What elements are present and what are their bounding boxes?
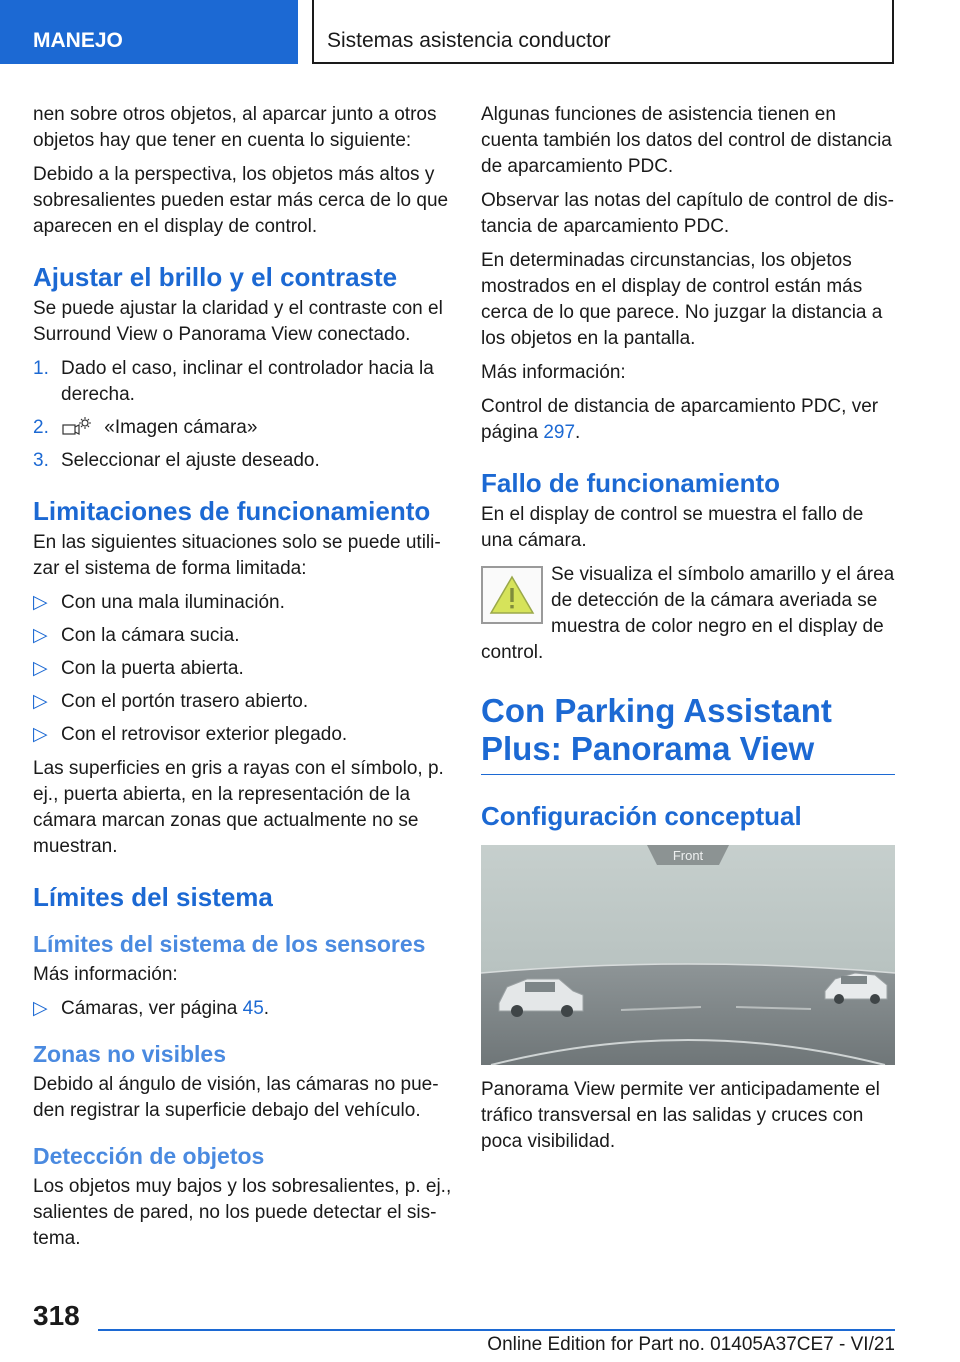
reference-text: Cámaras, ver página bbox=[61, 998, 243, 1019]
paragraph bbox=[481, 394, 895, 446]
footer-divider bbox=[98, 1329, 895, 1331]
front-label: Front bbox=[672, 848, 704, 863]
step-number: 2. bbox=[33, 417, 49, 438]
subheading-zonas: Zonas no visibles bbox=[33, 1041, 226, 1067]
list-item bbox=[33, 722, 453, 748]
punctuation: . bbox=[575, 422, 581, 443]
bullet-triangle-icon: ▷ bbox=[33, 691, 48, 712]
heading-brillo: Ajustar el brillo y el contraste bbox=[33, 262, 398, 292]
step-text: «Imagen cámara» bbox=[104, 417, 258, 438]
list-item bbox=[33, 623, 453, 649]
bullet-text: Con la puerta abierta. bbox=[61, 658, 244, 679]
list-item bbox=[33, 356, 453, 408]
paragraph: Panorama View permite ver anticipadamente el tráfico transversal en las salidas y cruces con poca visibilidad. bbox=[481, 1079, 880, 1152]
camera-settings-icon bbox=[61, 416, 93, 436]
bullet-text: Con una mala iluminación. bbox=[61, 592, 285, 613]
bullet-triangle-icon: ▷ bbox=[33, 592, 48, 613]
paragraph: En el display de control se muestra el fallo de una cámara. bbox=[481, 504, 864, 551]
bullet-triangle-icon: ▷ bbox=[33, 724, 48, 745]
paragraph: Debido al ángulo de visión, las cámaras no pue‐den registrar la superficie debajo del vehículo. bbox=[33, 1074, 439, 1121]
heading-limites: Límites del sistema bbox=[33, 882, 273, 912]
list-item bbox=[33, 656, 453, 682]
paragraph: Observar las notas del capítulo de control de dis‐tancia de aparcamiento PDC. bbox=[481, 190, 894, 237]
step-text: Seleccionar el ajuste deseado. bbox=[61, 450, 320, 471]
list-item bbox=[33, 996, 453, 1022]
paragraph: nen sobre otros objetos, al aparcar junto a otros objetos hay que tener en cuenta lo siguiente: bbox=[33, 104, 437, 151]
paragraph: Más información: bbox=[33, 964, 178, 985]
step-number: 1. bbox=[33, 358, 49, 379]
page-link-45[interactable]: 45 bbox=[242, 998, 264, 1019]
edition-text: Online Edition for Part no. 01405A37CE7 - VI/21 bbox=[487, 1334, 895, 1355]
paragraph: En determinadas circunstancias, los objetos mostrados en el display de control están más cerca de lo que parece. No juzgar la distancia a los objetos en la pantalla. bbox=[481, 250, 883, 349]
page-number: 318 bbox=[33, 1300, 80, 1331]
bullet-text: Con el portón trasero abierto. bbox=[61, 691, 309, 712]
chapter-title: Sistemas asistencia conductor bbox=[327, 29, 611, 52]
subheading-sensores: Límites del sistema de los sensores bbox=[33, 931, 426, 957]
step-text: Dado el caso, inclinar el controlador hacia la derecha. bbox=[61, 358, 434, 405]
list-item bbox=[33, 448, 453, 474]
bullet-triangle-icon: ▷ bbox=[33, 998, 48, 1019]
paragraph: Más información: bbox=[481, 362, 626, 383]
warning-icon bbox=[481, 566, 543, 624]
paragraph: En las siguientes situaciones solo se puede utili‐zar el sistema de forma limitada: bbox=[33, 532, 441, 579]
bullet-triangle-icon: ▷ bbox=[33, 625, 48, 646]
section-tab bbox=[0, 0, 298, 64]
right-column bbox=[481, 102, 895, 1163]
list-item bbox=[33, 689, 453, 715]
subheading-deteccion: Detección de objetos bbox=[33, 1143, 265, 1169]
heading-config: Configuración conceptual bbox=[481, 801, 802, 831]
paragraph: Se puede ajustar la claridad y el contraste con el Surround View o Panorama View conectado. bbox=[33, 298, 443, 345]
bullet-triangle-icon: ▷ bbox=[33, 658, 48, 679]
page-link-297[interactable]: 297 bbox=[543, 422, 576, 443]
steps-list bbox=[33, 356, 453, 474]
paragraph: Las superficies en gris a rayas con el símbolo, p. ej., puerta abierta, en la representación de la cámara marcan zonas que actualmente no se muestran. bbox=[33, 758, 444, 857]
bullet-text: Con el retrovisor exterior plegado. bbox=[61, 724, 348, 745]
heading-fallo: Fallo de funcionamiento bbox=[481, 468, 781, 498]
limitations-list bbox=[33, 590, 453, 748]
heading-panorama: Con Parking Assistant Plus: Panorama View bbox=[481, 692, 895, 775]
heading-limitaciones: Limitaciones de funcionamiento bbox=[33, 496, 431, 526]
reference-text: Control de distancia de aparcamiento PDC, ver página bbox=[481, 396, 879, 443]
punctuation: . bbox=[263, 998, 270, 1019]
warning-text: Se visualiza el símbolo amarillo y el área de detección de la cámara averiada se muestra de color negro en el display de control. bbox=[481, 564, 895, 663]
reference-list bbox=[33, 996, 453, 1022]
chapter-tab bbox=[312, 0, 894, 64]
section-title: MANEJO bbox=[33, 29, 123, 52]
list-item bbox=[33, 590, 453, 616]
warning-block bbox=[481, 562, 895, 666]
paragraph: Los objetos muy bajos y los sobresalientes, p. ej., salientes de pared, no los puede detectar el sis‐tema. bbox=[33, 1176, 452, 1249]
paragraph: Debido a la perspectiva, los objetos más altos y sobresalientes pueden estar más cerca de lo que aparecen en el display de control. bbox=[33, 164, 449, 237]
left-column bbox=[33, 102, 453, 1260]
list-item bbox=[33, 415, 453, 441]
bullet-text: Con la cámara sucia. bbox=[61, 625, 240, 646]
paragraph: Algunas funciones de asistencia tienen en cuenta también los datos del control de distancia de aparcamiento PDC. bbox=[481, 104, 892, 177]
step-number: 3. bbox=[33, 450, 49, 471]
panorama-view-image bbox=[481, 845, 895, 1065]
